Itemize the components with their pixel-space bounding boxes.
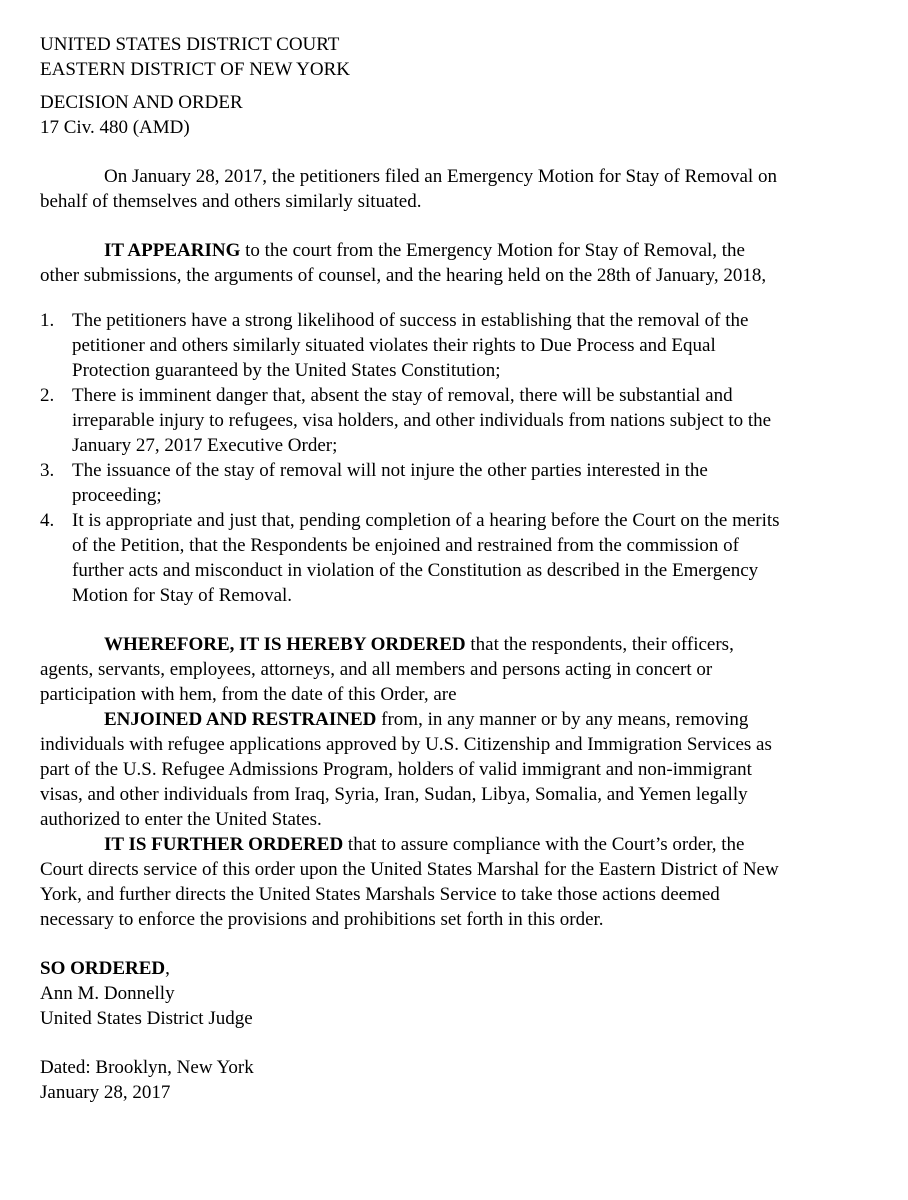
- wherefore-line-2: agents, servants, employees, attorneys, and all members and persons acting in concert or: [40, 659, 713, 680]
- it-appearing-lead: IT APPEARING: [104, 240, 241, 261]
- finding-line: petitioner and others similarly situated violates their rights to Due Process and Equal: [72, 335, 716, 356]
- finding-number: 3.: [40, 460, 55, 481]
- finding-item: [40, 508, 868, 608]
- enjoined-rest: from, in any manner or by any means, removing: [376, 709, 749, 730]
- finding-line: of the Petition, that the Respondents be enjoined and restrained from the commission of: [72, 535, 739, 556]
- finding-line: The issuance of the stay of removal will not injure the other parties interested in the: [72, 460, 708, 481]
- dated-place: Dated: Brooklyn, New York: [40, 1057, 254, 1078]
- wherefore-rest: that the respondents, their officers,: [465, 634, 734, 655]
- enjoined-paragraph: [40, 707, 868, 832]
- finding-line: There is imminent danger that, absent the stay of removal, there will be substantial and: [72, 385, 733, 406]
- finding-line: Motion for Stay of Removal.: [72, 585, 293, 606]
- further-line-2: Court directs service of this order upon the United States Marshal for the Eastern District of New: [40, 859, 779, 880]
- caption-header: [40, 32, 868, 140]
- so-ordered-line: [40, 956, 868, 981]
- judge-name: Ann M. Donnelly: [40, 983, 175, 1004]
- findings-list: [40, 308, 868, 608]
- finding-line: January 27, 2017 Executive Order;: [72, 435, 338, 456]
- it-appearing-rest: to the court from the Emergency Motion for Stay of Removal, the: [240, 240, 745, 261]
- finding-line: Protection guaranteed by the United States Constitution;: [72, 360, 501, 381]
- intro-paragraph: [40, 164, 868, 214]
- finding-line: irreparable injury to refugees, visa holders, and other individuals from nations subject to the: [72, 410, 772, 431]
- intro-line-2: behalf of themselves and others similarly situated.: [40, 191, 422, 212]
- signature-block: [40, 956, 868, 1031]
- finding-line: The petitioners have a strong likelihood of success in establishing that the removal of the: [72, 310, 749, 331]
- it-appearing-paragraph: [40, 238, 868, 288]
- court-name: UNITED STATES DISTRICT COURT: [40, 34, 340, 55]
- finding-item: [40, 308, 868, 383]
- document-title: DECISION AND ORDER: [40, 92, 243, 113]
- finding-item: [40, 458, 868, 508]
- it-appearing-line-2: other submissions, the arguments of counsel, and the hearing held on the 28th of January, 2018,: [40, 265, 767, 286]
- further-line-3: York, and further directs the United States Marshals Service to take those actions deemed: [40, 884, 720, 905]
- further-lead: IT IS FURTHER ORDERED: [104, 834, 344, 855]
- further-ordered-paragraph: [40, 832, 868, 932]
- enjoined-line-4: visas, and other individuals from Iraq, Syria, Iran, Sudan, Libya, Somalia, and Yemen legally: [40, 784, 748, 805]
- enjoined-line-2: individuals with refugee applications approved by U.S. Citizenship and Immigration Services as: [40, 734, 772, 755]
- case-number: 17 Civ. 480 (AMD): [40, 117, 190, 138]
- further-line-4: necessary to enforce the provisions and prohibitions set forth in this order.: [40, 909, 604, 930]
- finding-line: proceeding;: [72, 485, 162, 506]
- enjoined-line-3: part of the U.S. Refugee Admissions Program, holders of valid immigrant and non-immigrant: [40, 759, 752, 780]
- finding-line: It is appropriate and just that, pending completion of a hearing before the Court on the merits: [72, 510, 780, 531]
- it-appearing-line-1: [40, 238, 868, 263]
- dated-date: January 28, 2017: [40, 1082, 171, 1103]
- so-ordered-comma: ,: [165, 958, 170, 979]
- wherefore-line-1: [40, 632, 868, 657]
- wherefore-line-3: participation with hem, from the date of this Order, are: [40, 684, 457, 705]
- finding-item: [40, 383, 868, 458]
- wherefore-paragraph: [40, 632, 868, 707]
- district-name: EASTERN DISTRICT OF NEW YORK: [40, 59, 350, 80]
- enjoined-lead: ENJOINED AND RESTRAINED: [104, 709, 377, 730]
- intro-line-1: On January 28, 2017, the petitioners filed an Emergency Motion for Stay of Removal on: [104, 166, 777, 187]
- so-ordered-label: SO ORDERED: [40, 958, 166, 979]
- wherefore-lead: WHEREFORE, IT IS HEREBY ORDERED: [104, 634, 466, 655]
- dated-block: [40, 1055, 868, 1105]
- finding-number: 2.: [40, 385, 55, 406]
- enjoined-line-1: [40, 707, 868, 732]
- finding-number: 1.: [40, 310, 55, 331]
- finding-number: 4.: [40, 510, 55, 531]
- further-line-1: [40, 832, 868, 857]
- further-rest: that to assure compliance with the Court’s order, the: [343, 834, 745, 855]
- enjoined-line-5: authorized to enter the United States.: [40, 809, 322, 830]
- finding-line: further acts and misconduct in violation of the Constitution as described in the Emergency: [72, 560, 759, 581]
- judge-title: United States District Judge: [40, 1008, 253, 1029]
